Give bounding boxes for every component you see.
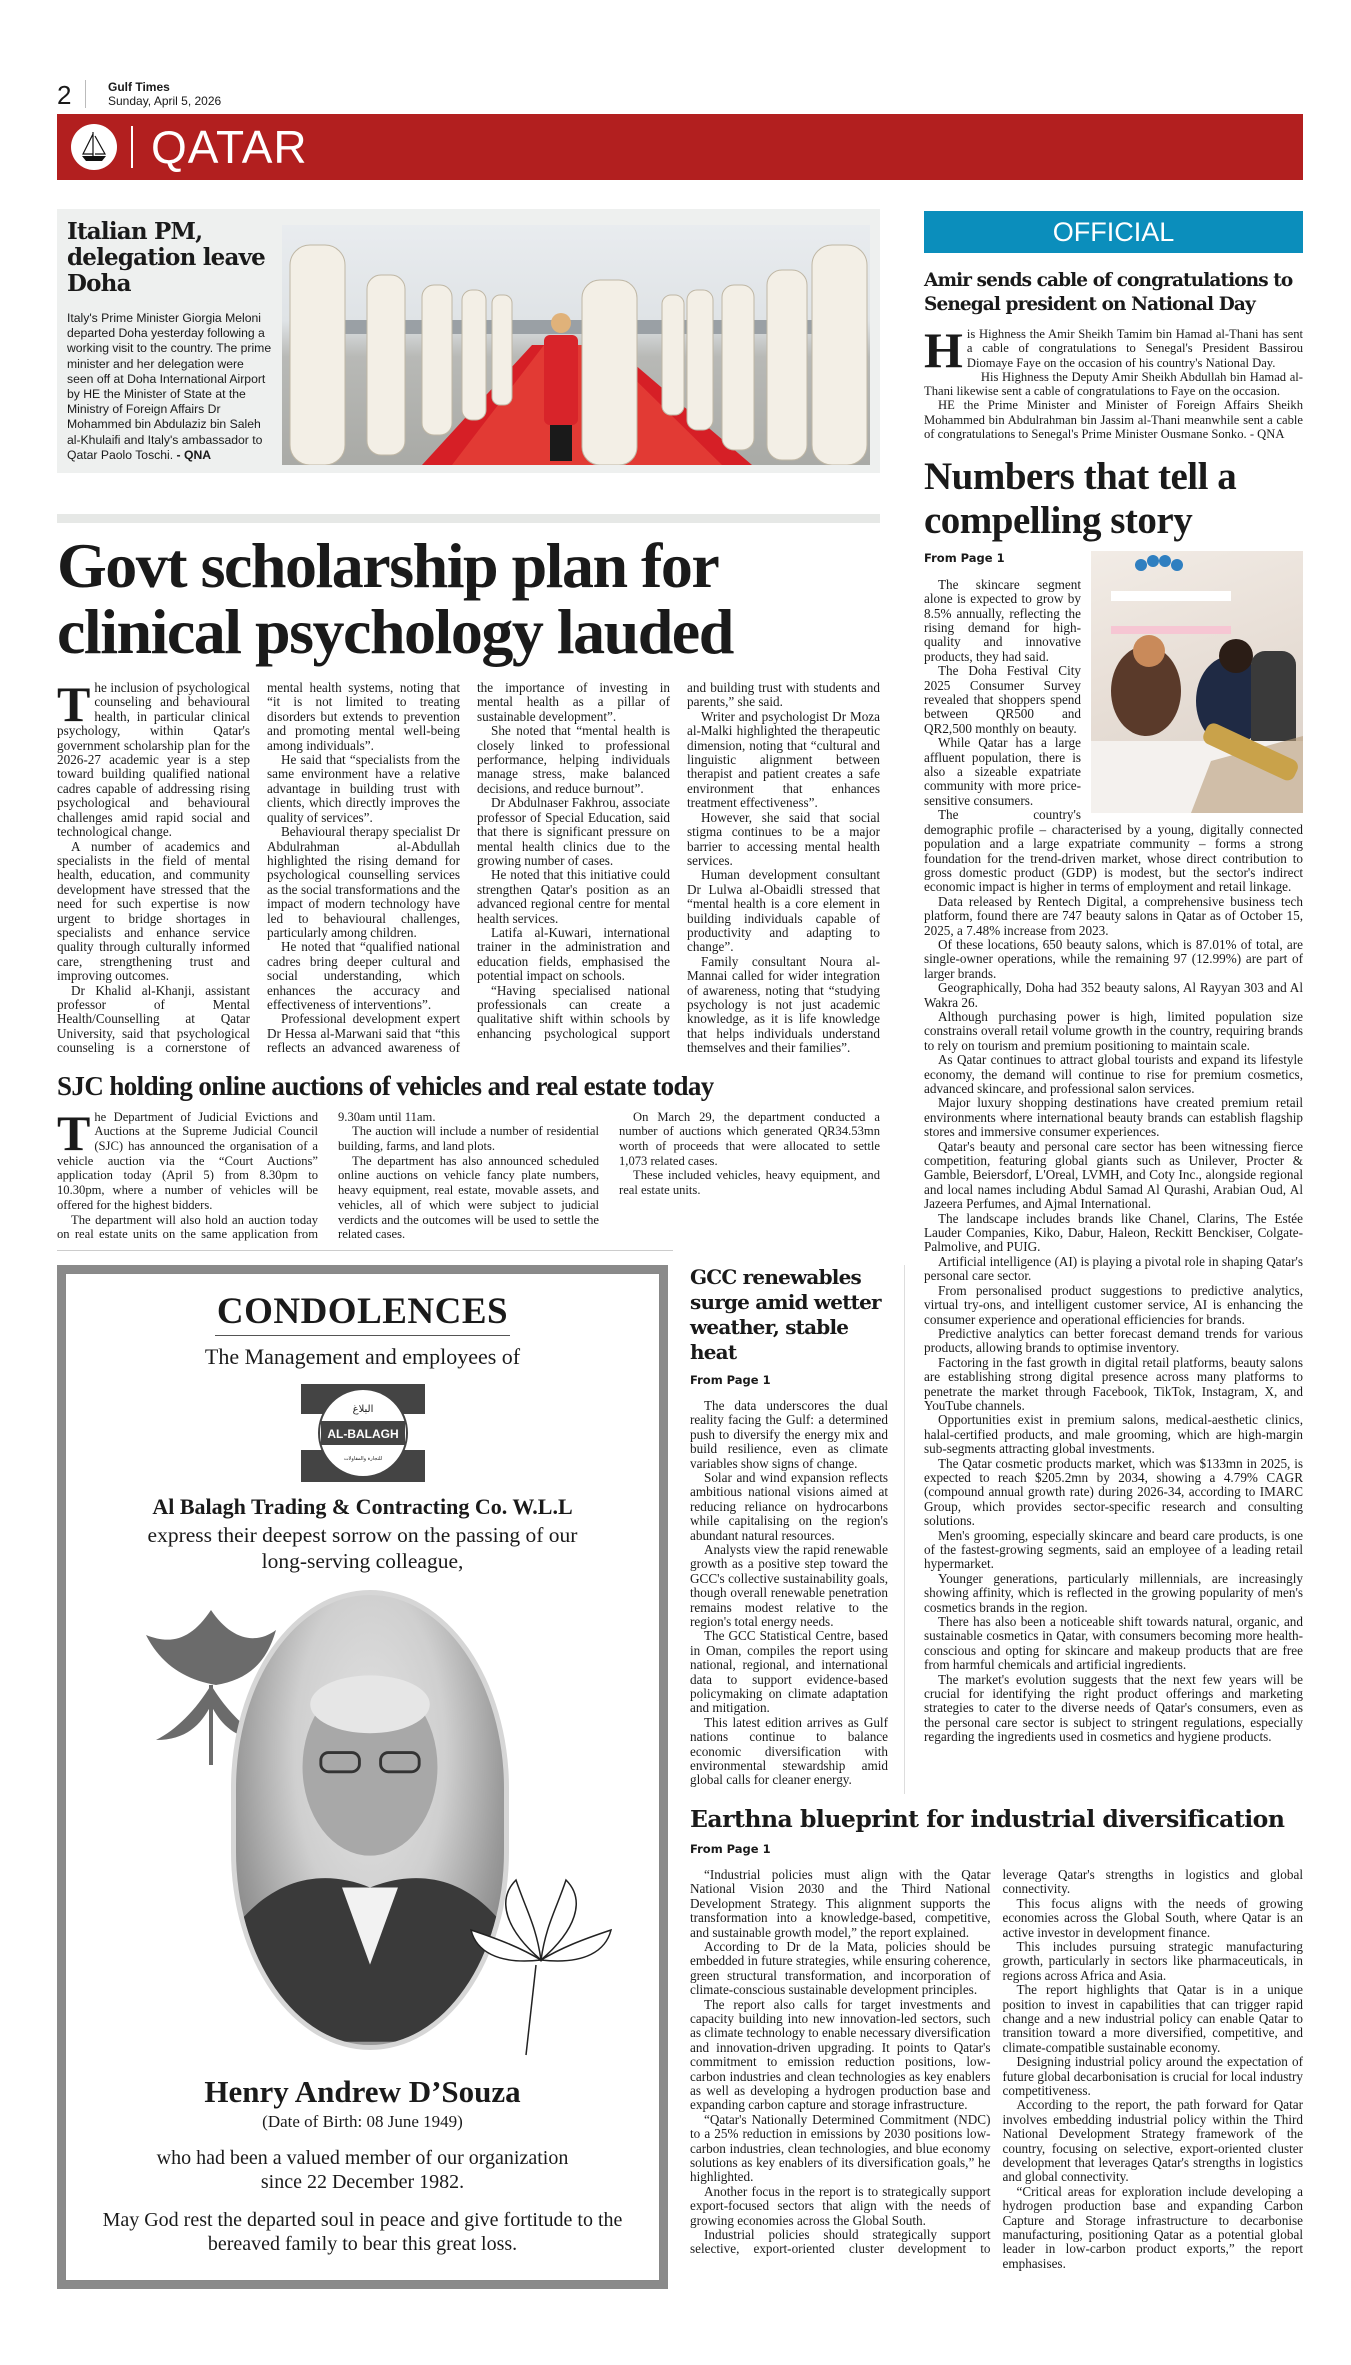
masthead [85,80,221,108]
paragraph: The market's evolution suggests that the next few years will be crucial for identifying the right product offerings and marketing strategies to cater to the diverse needs of Qatar's consumers, even as the personal care sector is subject to stringent regulations, especially regarding the ingredients used in cosmetics and hygiene products. [924,1671,1303,1745]
sjc-story-body [57,1104,880,1242]
paragraph: Men's grooming, especially skincare and beard care products, is one of the fastest-growing segments, said an employee of a leading retail hypermarket. [924,1527,1303,1572]
paragraph: Younger generations, particularly millennials, are increasingly showing affinity, which is reflected in the growing popularity of men's cosmetics brands in the region. [924,1570,1303,1615]
paragraph: Writer and psychologist Dr Moza al-Malki highlighted the therapeutic dimension, noting that “cultural and linguistic alignment between therapist and patient creates a safe environment that enhances treatment effectiveness”. [687,708,880,811]
issue-date: Sunday, April 5, 2026 [108,94,222,108]
paragraph: Dr Khalid al-Khanji, assistant professor of Mental Health/Counselling at Qatar University, said that psychological counseling is a cornerstone of mental health systems, noting that “it is not limited to treating disorders but extends to prevention and promoting mental well-being among individuals”. [57,680,460,1056]
paragraph: “Industrial policies must align with the Qatar National Vision 2030 and the Third National Development Strategy. This alignment supports the transformation into a knowledge-based, competitive, and sustainable growth model,” the report explained. [690,1866,991,1940]
paragraph: Human development consultant Dr Lulwa al-Obaidli stressed that “mental health is a core element in building individuals capable of productivity and adapting to change”. [687,867,880,955]
paragraph: Analysts view the rapid renewable growth as a positive step toward the GCC's collective sustainability goals, though overall renewable penetration remains modest relative to the region's total energy needs. [690,1541,888,1630]
right-column [924,211,1303,1745]
paragraph: Data released by Rentech Digital, a comprehensive business tech platform, found there are 747 beauty salons in Qatar as of October 15, 2025, a 7.48% increase from 2023. [924,893,1303,938]
paragraph: The auction will include a number of residential building, farms, and land plots. [338,1124,599,1153]
condolences-sorrow: express their deepest sorrow on the passing of our long-serving colleague, [147,1522,578,1573]
section-title: QATAR [151,121,308,173]
from-page-label: From Page 1 [924,551,1005,566]
paragraph: Although purchasing power is high, limited population size constrains overall retail volume growth in the country, requiring brands to rely on tourism and premium positioning to maintain scale. [924,1008,1303,1053]
paragraph: Opportunities exist in premium salons, medical-aesthetic clinics, halal-certified products, and male grooming, which are high-margin sub-segments attracting global investments. [924,1412,1303,1457]
paragraph: She noted that “mental health is closely linked to professional performance, helping individuals manage stress, make balanced decisions, and reduce burnout”. [477,723,670,796]
paragraph: The skincare segment alone is expected to grow by 8.5% annually, reflecting the rising demand for high-quality and innovative products, they had said. [924,576,1081,664]
paragraph: On March 29, the department conducted a number of auctions which generated QR34.53mn worth of proceeds that were allocated to settle 1,073 related cases. [619,1109,880,1168]
paragraph: “Critical areas for exploration include developing a hydrogen production base and expanding Carbon Capture and Storage infrastructure to decarbonise manufacturing, positioning Qatar as a potential global leader in low-carbon product exports,” the report emphasises. [1002,2183,1303,2271]
gcc-story [690,1265,888,1788]
airport-farewell-photo [282,225,870,465]
paragraph: This latest edition arrives as Gulf nations continue to balance economic diversification with environmental stewardship amid global calls for cleaner energy. [690,1714,888,1788]
paragraph: The department has also announced scheduled online auctions on vehicle fancy plate numbers, heavy equipment, real estate, movable assets, and vehicles, all of which were subject to judicial verdicts and the outcomes will be used to settle the related cases. [338,1153,599,1242]
al-balagh-logo [301,1384,425,1482]
divider-rule [57,1250,673,1251]
from-page-label: From Page 1 [690,1372,771,1387]
paragraph: This focus aligns with the needs of growing economies across the Global South, where Qatar is an active investor in development finance. [1002,1895,1303,1940]
paragraph: Professional development expert Dr Hessa al-Marwani said that “this reflects an advanced awareness of the importance of investing in mental health as a pillar of sustainable development”. [267,680,670,1056]
paragraph: Family consultant Noura al-Mannai called for wider integration of awareness, noting that “studying psychology is not just academic knowledge, as it is life knowledge that helps individuals understand themselves and their families”. [687,953,880,1056]
paragraph: The Department of Judicial Evictions and Auctions at the Supreme Judicial Council (SJC) has announced the organisation of a vehicle auction via the “Court Auctions” application today (April 5) from 8.30pm to 10.30pm, where a number of vehicles will be offered for the highest bidders. [57,1104,318,1212]
banner-divider [131,126,133,168]
paragraph: Another focus in the report is to strategically support export-focused sectors that align with the needs of growing economies across the Global South. [690,2183,991,2228]
paragraph: He said that “specialists from the same environment have a relative advantage in building trust with clients, which directly improves the quality of services”. [267,752,460,825]
italy-headline: Italian PM, delegation leave Doha [67,218,265,297]
sjc-headline: SJC holding online auctions of vehicles and real estate today [57,1070,714,1101]
paragraph: These included vehicles, heavy equipment, and real estate units. [619,1168,880,1198]
paragraph: “Having specialised national professionals can create a qualitative shift within schools by enhancing psychological support and building trust with students and parents,” she said. [477,680,880,1041]
divider-rule [57,514,880,523]
paragraph: HE the Prime Minister and Minister of Foreign Affairs Sheikh Mohammed bin Abdulrahman bin Jassim al-Thani meanwhile sent a cable of congratulations to Senegal's Prime Minister Ousmane Sonko. - QNA [924,398,1303,442]
paragraph: Predictive analytics can better forecast demand trends for various products, allowing brands to optimise inventory. [924,1325,1303,1356]
section-banner [57,114,1303,180]
page-number: 2 [57,80,72,110]
condolences-title: CONDOLENCES [215,1290,510,1336]
gcc-headline: GCC renewables surge amid wetter weather, stable heat [690,1264,881,1364]
govt-story-body [57,676,880,1056]
paragraph: Latifa al-Kuwari, international trainer in the administration and education fields, emphasised the potential impact on schools. [477,924,670,984]
paragraph: Solar and wind expansion reflects ambitious national visions aimed at reducing reliance on hydrocarbons while capitalising on the region's abundant natural resources. [690,1469,888,1543]
paragraph: Artificial intelligence (AI) is playing a pivotal role in shaping Qatar's personal care sector. [924,1253,1303,1284]
paragraph: This includes pursuing strategic manufacturing growth, particularly in sectors like pharmaceuticals, in regions across Africa and Asia. [1002,1938,1303,1983]
caption-credit: - QNA [173,447,212,462]
paragraph: He noted that this initiative could strengthen Qatar's position as an advanced regional centre for mental health services. [477,867,670,926]
paragraph: The report also calls for target investments and capacity building into new innovation-led sectors, such as climate technology to enable necessary diversification and innovation-driven upgrading. It points to Qatar's commitment to emission reduction positions, low-carbon industries and clean technologies as key enablers as well as developing a hydrogen production base and expanding carbon capture and storage infrastructure. [690,1996,991,2113]
paragraph: The report highlights that Qatar is in a unique position to invest in capabilities that can trigger rapid change and a new industrial policy can enable Qatar to transition toward a more diversified, competitive, and climate-compatible sustainable economy. [1002,1982,1303,2055]
paragraph: Of these locations, 650 beauty salons, which is 87.01% of total, are single-owner operations, while the remaining 97 (12.99%) are part of larger brands. [924,936,1303,981]
paragraph: His Highness the Amir Sheikh Tamim bin Hamad al-Thani has sent a cable of congratulations to Senegal's President Bassirou Diomaye Faye on the occasion of his country's National Day. [924,322,1303,378]
paragraph: Major luxury shopping destinations have created premium retail environments where international beauty brands can establish flagship stores and immersive consumer experiences. [924,1095,1303,1140]
paragraph: The data underscores the dual reality facing the Gulf: a determined push to diversify the energy mix and build resilience, even as climate variables show signs of change. [690,1397,888,1471]
svg-text:للتجارة والمقاولات: للتجارة والمقاولات [343,1455,382,1462]
paragraph: As Qatar continues to attract global tourists and expand its lifestyle economy, the demand will continue to rise for premium cosmetics, advanced skincare, and professional salon services. [924,1052,1303,1096]
numbers-headline: Numbers that tell a compelling story [924,455,1237,543]
paragraph: Behavioural therapy specialist Dr Abdulrahman al-Abdullah highlighted the rising demand for psychological counselling services as the social transformations and the impact of modern technology have led to behavioural challenges, particularly among children. [267,824,460,940]
paragraph: The country's demographic profile – characterised by a young, digitally connected population and a large expatriate community – forms a strong foundation for the trend-driven market, whose direct contribution to gross domestic product (GDP) is modest, but the sector's indirect economic impact is higher in terms of employment and retail linkage. [924,807,1303,895]
paragraph: There has also been a noticeable shift towards natural, organic, and sustainable cosmetics in Qatar, with consumers becoming more health-conscious and opting for skincare and makeup products that are free from harmful chemicals and artificial ingredients. [924,1614,1303,1673]
paragraph: Dr Abdulnaser Fakhrou, associate professor of Special Education, said that there is significant pressure on mental health clinics due to the growing number of cases. [477,795,670,868]
member-since: who had been a valued member of our organization since 22 December 1982. [156,2146,569,2193]
paragraph: The Doha Festival City 2025 Consumer Survey revealed that shoppers spend between QR500 and QR2,500 monthly on beauty. [924,663,1081,736]
svg-text:AL-BALAGH: AL-BALAGH [326,1426,399,1441]
paragraph: The landscape includes brands like Chanel, Clarins, The Estée Lauder Companies, Kiko, Dabur, Haleon, Reckitt Benckiser, Colgate-Palmolive, and PUIG. [924,1210,1303,1255]
svg-text:البلاغ: البلاغ [352,1403,373,1415]
paragraph: A number of academics and specialists in the field of mental health, education, and community development have stressed that the need for such expertise is now urgent to bridge shortages in specialists and enhance service quality through culturally informed care, strengthening trust and improving outcomes. [57,838,250,984]
amir-story-body [924,322,1303,442]
amir-headline: Amir sends cable of congratulations to Senegal president on National Day [924,270,1293,315]
condolences-inner [65,1273,660,2281]
paragraph: From personalised product suggestions to predictive analytics, virtual try-ons, and intelligent customer service, AI is enhancing the consumer experience and operational efficiencies for brands. [924,1282,1303,1327]
paragraph: His Highness the Deputy Amir Sheikh Abdullah bin Hamad al-Thani likewise sent a cable of congratulations to Faye on the occasion. [924,369,1303,399]
service-note [66,2146,659,2256]
paragraph: Geographically, Doha had 352 beauty salons, Al Rayyan 303 and Al Wakra 26. [924,980,1303,1010]
paragraph: While Qatar has a large affluent population, there is also a sizeable expatriate community with more price-sensitive consumers. [924,735,1081,808]
paragraph: Factoring in the fast growth in digital retail platforms, beauty salons are establishing strong digital presence across many platforms to penetrate the market through Facebook, TikTok, Instagram, X, and YouTube channels. [924,1354,1303,1413]
paragraph: Qatar's beauty and personal care sector has been witnessing fierce competition, featuring global giants such as Unilever, Procter & Gamble, Beiersdorf, L'Oreal, LVMH, and Coty Inc., alongside regional and local names including Abdul Samad Al Qurashi, Arabian Oud, Al Jazeera Perfumes, and Ajmal International. [924,1138,1303,1212]
numbers-story [924,551,1303,1744]
prayer-text: May God rest the departed soul in peace and give fortitude to the bereaved family to bear this great loss. [102,2208,623,2255]
paragraph: The Qatar cosmetic products market, which was $133mn in 2025, is expected to reach $205.2mn by 2034, showing a 4.79% CAGR (compound annual growth rate) during 2026-34, according to IMARC Group, which provides sector-specific research and consulting solutions. [924,1455,1303,1529]
portrait-area [66,1590,659,2060]
earthna-story [690,1804,1303,2271]
paragraph: He noted that “qualified national cadres bring deeper cultural and social understanding, which enhances the accuracy and effectiveness of interventions”. [267,939,460,1012]
from-page-label: From Page 1 [690,1841,771,1856]
earthna-story-body [690,1868,1303,2271]
italy-caption [67,311,272,463]
earthna-headline: Earthna blueprint for industrial diversification [690,1804,1285,1833]
paper-name: Gulf Times [108,80,170,94]
deceased-dob: (Date of Birth: 08 June 1949) [262,2111,463,2131]
paragraph: The GCC Statistical Centre, based in Oman, compiles the report using national, regional, and international data to support evidence-based policymaking on climate adaptation and mitigation. [690,1628,888,1716]
column-rule [904,1265,905,1794]
condolences-ad [57,1265,668,2289]
govt-headline: Govt scholarship plan for clinical psychology lauded [57,530,733,668]
beauty-salon-photo [1091,551,1303,813]
deceased-name: Henry Andrew D’Souza [204,2073,521,2109]
official-label: OFFICIAL [924,211,1303,253]
paragraph: According to the report, the path forward for Qatar involves embedding industrial policy within the Third National Development Strategy framework of the country, focusing on selective, export-oriented cluster development that leverages Qatar's strengths in logistics and global connectivity. [1002,2097,1303,2185]
paragraph: The department will also hold an auction today on real estate units on the same application from 9.30am until 11am. [57,1109,436,1242]
paragraph: The inclusion of psychological counseling and behavioural health, in particular clinical psychology, within Qatar's government scholarship plan for the 2026-27 academic year is a step toward building qualified national cadres capable of addressing rising psychological and behavioural challenges amid rapid social and technological change. [57,676,250,840]
paragraph: “Qatar's Nationally Determined Commitment (NDC) to a 25% reduction in emissions by 2030 positions low-carbon industries, clean technologies, and blue economy solutions as key enablers of its diversification goals,” he highlighted. [690,2111,991,2185]
italy-text [57,209,272,473]
gcc-story-body [690,1399,888,1788]
italy-photo-story [57,209,880,473]
caption-text: Italy's Prime Minister Giorgia Meloni departed Doha yesterday following a working visit to the country. The prime minister and her delegation were seen off at Doha International Airport by HE the Minister of State at the Ministry of Foreign Affairs Dr Mohammed bin Abdulaziz bin Saleh al-Khulaifi and Italy's ambassador to Qatar Paolo Toschi. [67,311,272,462]
company-name: Al Balagh Trading & Contracting Co. W.L.L [152,1493,573,1519]
lily-decoration-icon [466,1870,616,2060]
dhow-logo-icon [71,124,117,170]
paragraph: However, she said that social stigma continues to be a major barrier to accessing mental health services. [687,809,880,868]
paragraph: According to Dr de la Mata, policies should be embedded in future strategies, while ensuring coherence, green structural transformation, and incorporation of climate-conscious sustainable development principles. [690,1938,991,1998]
paragraph: Industrial policies should strategically support selective, export-oriented cluster development to leverage Qatar's strengths in logistics and global connectivity. [690,1866,1303,2257]
condolences-intro: The Management and employees of [204,1343,521,1369]
paragraph: Designing industrial policy around the expectation of future global decarbonisation is crucial for local industry competitiveness. [1002,2054,1303,2098]
